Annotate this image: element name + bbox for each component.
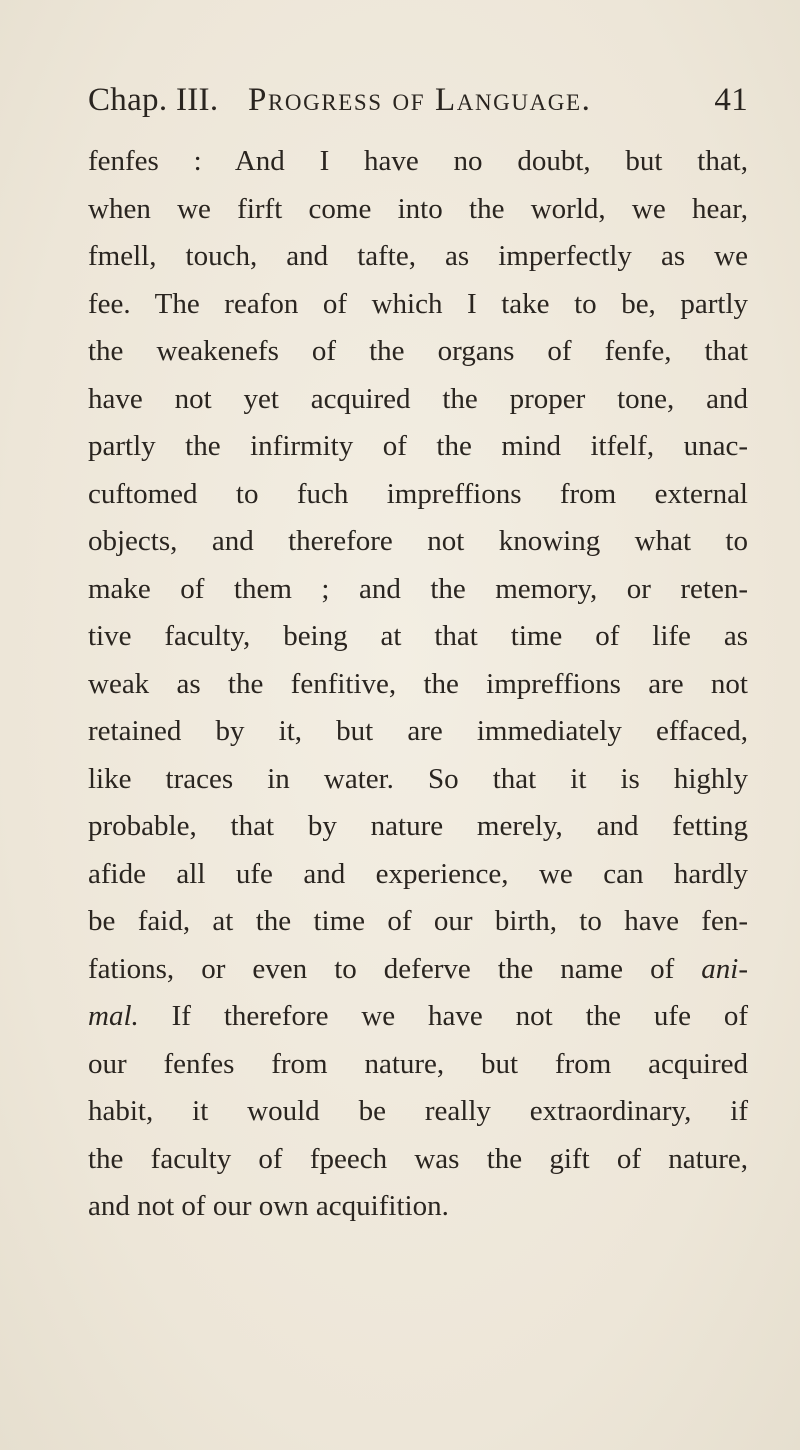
text-segment: fations, or even to deferve the name of xyxy=(88,952,702,985)
text-line: make of them ; and the memory, or reten- xyxy=(88,572,748,605)
text-line-with-italic xyxy=(88,993,748,1041)
text-line: be faid, at the time of our birth, to have fen- xyxy=(88,905,748,937)
text-line: fee. The reafon of which I take to be, partly xyxy=(88,287,748,320)
text-line: objects, and therefore not knowing what to xyxy=(88,525,748,557)
text-line: fenfes : And I have no doubt, but that, xyxy=(88,145,748,177)
text-line: probable, that by nature merely, and fetting xyxy=(88,810,748,842)
running-head xyxy=(88,75,748,125)
text-line: when we firft come into the world, we hear, xyxy=(88,192,748,225)
running-title: Progress of Language. xyxy=(248,82,592,118)
text-line: our fenfes from nature, but from acquired xyxy=(88,1047,748,1080)
italic-word: mal. xyxy=(88,1000,139,1032)
text-line: weak as the fenfitive, the impreffions are not xyxy=(88,667,748,700)
text-line: cuftomed to fuch impreffions from external xyxy=(88,477,748,510)
text-line-with-italic xyxy=(88,946,748,994)
text-line-last: and not of our own acquifition. xyxy=(88,1190,449,1222)
text-line: afide all ufe and experience, we can hardly xyxy=(88,857,748,890)
italic-word: ani- xyxy=(701,952,748,985)
text-line: tive faculty, being at that time of life as xyxy=(88,620,748,652)
text-line: retained by it, but are immediately effaced, xyxy=(88,715,748,747)
text-line: have not yet acquired the proper tone, and xyxy=(88,382,748,415)
body-text xyxy=(88,138,748,1231)
text-line: habit, it would be really extraordinary, if xyxy=(88,1095,748,1127)
text-line: the faculty of fpeech was the gift of nature, xyxy=(88,1142,748,1175)
chapter-label: Chap. III. xyxy=(88,82,219,118)
text-line: the weakenefs of the organs of fenfe, that xyxy=(88,335,748,367)
text-line: like traces in water. So that it is highly xyxy=(88,762,748,795)
text-segment: If therefore we have not the ufe of xyxy=(138,1000,748,1032)
page-number: 41 xyxy=(714,82,748,118)
text-line: partly the infirmity of the mind itfelf, unac- xyxy=(88,430,748,462)
text-line: fmell, touch, and tafte, as imperfectly as we xyxy=(88,240,748,272)
